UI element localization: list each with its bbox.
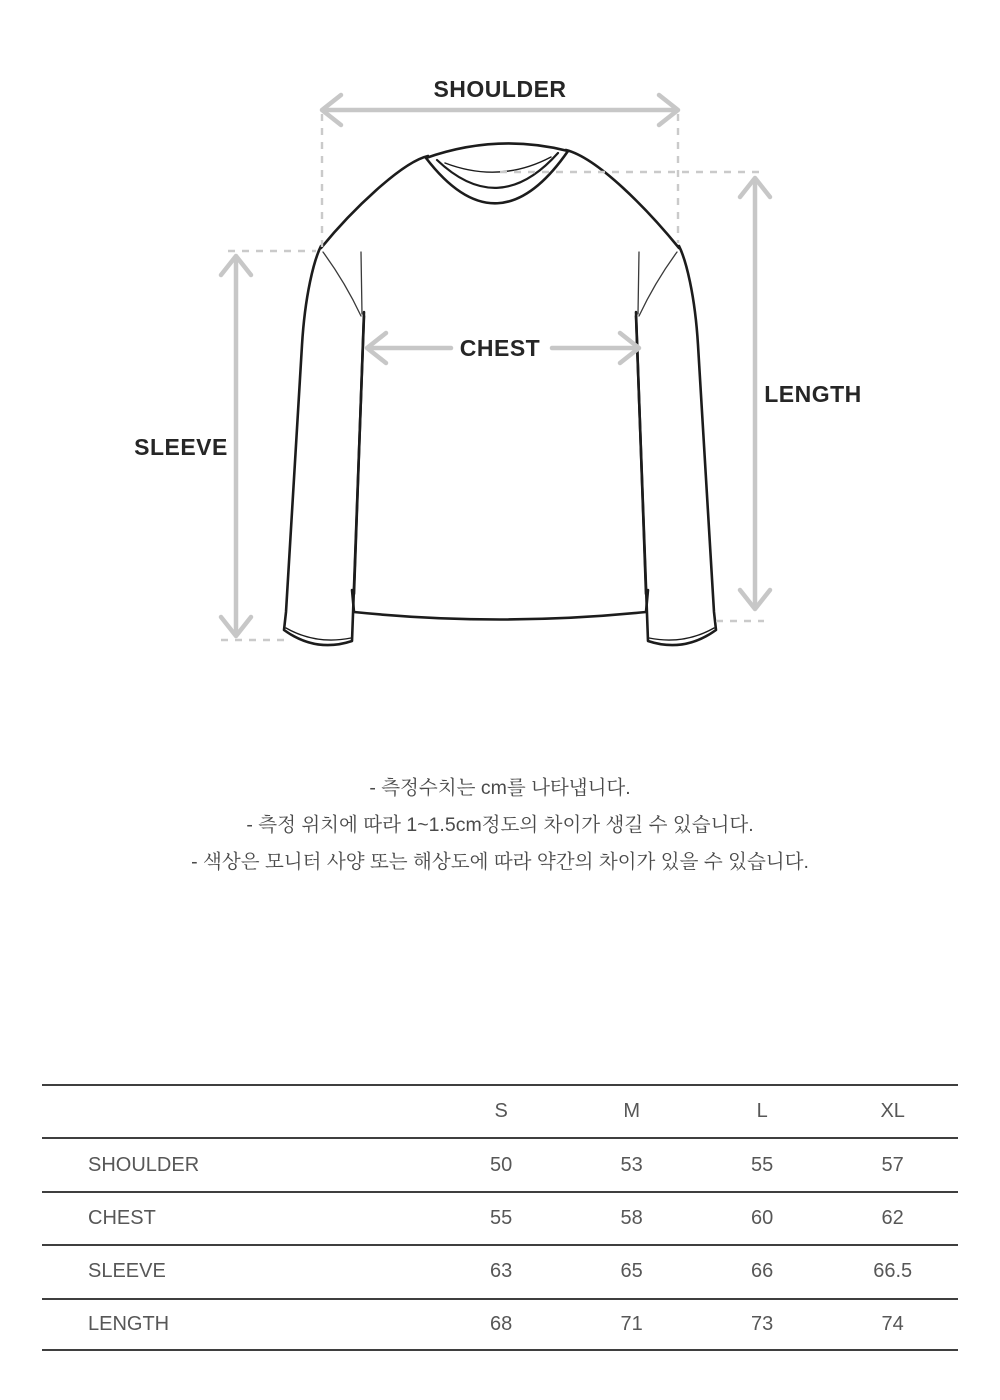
sleeve-measure-label: SLEEVE	[134, 434, 228, 460]
cell-value: 68	[490, 1312, 513, 1335]
cell-value: 55	[751, 1153, 774, 1176]
size-table	[42, 1084, 958, 1351]
cell-value: 66.5	[873, 1260, 913, 1283]
row-label: LENGTH	[88, 1312, 170, 1335]
measurement-notes	[0, 770, 1000, 881]
size-column-header: S	[494, 1100, 508, 1123]
shirt-drawing	[284, 142, 716, 645]
length-measure-label: LENGTH	[764, 381, 862, 407]
table-row-length	[42, 1298, 958, 1351]
note-line: - 측정수치는 cm를 나타냅니다.	[369, 777, 631, 799]
size-column-header: L	[756, 1100, 768, 1123]
shoulder-measure-label: SHOULDER	[433, 76, 567, 102]
table-row-shoulder	[42, 1137, 958, 1190]
cell-value: 53	[620, 1153, 643, 1176]
cell-value: 50	[490, 1153, 513, 1176]
cell-value: 60	[751, 1206, 774, 1229]
table-row-chest	[42, 1191, 958, 1244]
row-label: CHEST	[88, 1206, 156, 1229]
cell-value: 58	[620, 1206, 643, 1229]
cell-value: 66	[751, 1260, 774, 1283]
right-armhole-edge	[638, 252, 639, 314]
right-shoulder-slope	[566, 150, 679, 248]
row-label: SLEEVE	[88, 1260, 166, 1283]
cell-value: 74	[881, 1312, 904, 1335]
cell-value: 71	[620, 1312, 643, 1335]
cell-value: 73	[751, 1312, 774, 1335]
table-row-sleeve	[42, 1244, 958, 1297]
size-column-header: M	[623, 1100, 640, 1123]
left-shoulder-slope	[321, 156, 428, 248]
size-table-header-row	[42, 1084, 958, 1137]
cell-value: 62	[881, 1206, 904, 1229]
size-column-header: XL	[880, 1100, 905, 1123]
cell-value: 55	[490, 1206, 513, 1229]
row-label: SHOULDER	[88, 1153, 200, 1176]
chest-measure-label: CHEST	[459, 335, 541, 361]
cell-value: 65	[620, 1260, 643, 1283]
cell-value: 63	[490, 1260, 513, 1283]
cell-value: 57	[881, 1153, 904, 1176]
note-line: - 측정 위치에 따라 1~1.5cm정도의 차이가 생길 수 있습니다.	[246, 814, 754, 836]
note-line: - 색상은 모니터 사양 또는 해상도에 따라 약간의 차이가 있을 수 있습니다.	[191, 851, 809, 873]
left-armhole-edge	[361, 252, 362, 314]
